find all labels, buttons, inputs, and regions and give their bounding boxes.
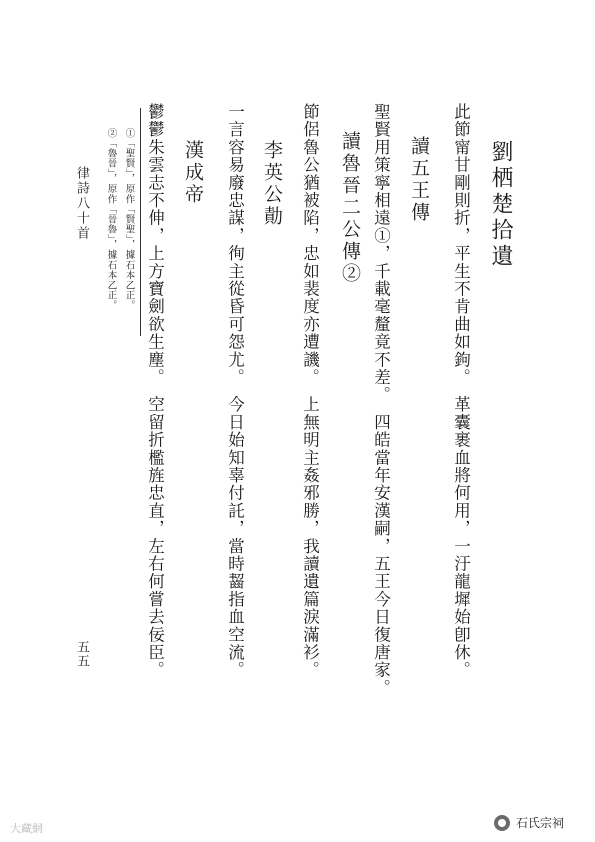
poem-line-2: 聖賢用策寧相遠①，千載毫釐竟不差。 四皓當年安漢嗣，五王今日復唐家。 [371, 103, 391, 697]
footnote-1: ①「聖賢」，原作「賢聖」，據石本乙正。 [123, 128, 135, 311]
page-title: 劉栖楚拾遺 [488, 140, 513, 270]
watermark-right-label: 石氏宗祠 [516, 816, 565, 830]
running-head: 律詩八十首 [74, 166, 89, 241]
poem-line-3: 節侶魯公猶被陷，忠如裴度亦遭譏。 上無明主姦邪勝，我讀遺篇淚滿衫。 [300, 103, 320, 679]
footnote-divider [140, 108, 141, 336]
wechat-icon [494, 815, 510, 831]
poem-line-4: 一言容易廢忠謀，徇主從昏可怨尤。 今日始知辜付託，當時齧指血空流。 [225, 103, 245, 679]
footnote-2: ②「魯晉」，原作「晉魯」，據石本乙正。 [105, 128, 117, 311]
poem-line-5: 鬱鬱朱雲志不伸，上方寶劍欲生塵。 空留折檻旌忠直，左右何嘗去佞臣。 [145, 103, 165, 679]
poem-heading-1: 讀五王傳 [408, 136, 430, 224]
watermark-left: 大藏網 [10, 822, 43, 835]
poem-heading-4: 漢成帝 [182, 140, 204, 206]
watermark-right [494, 814, 564, 831]
poem-heading-2: 讀魯晉二公傳② [339, 131, 361, 285]
page-number: 五五 [74, 640, 89, 668]
poem-heading-3: 李英公勣 [261, 140, 283, 228]
poem-line-1: 此節甯甘剛則折，平生不肯曲如鉤。 革囊裹血將何用，一汙龍墀始卽休。 [451, 103, 471, 679]
